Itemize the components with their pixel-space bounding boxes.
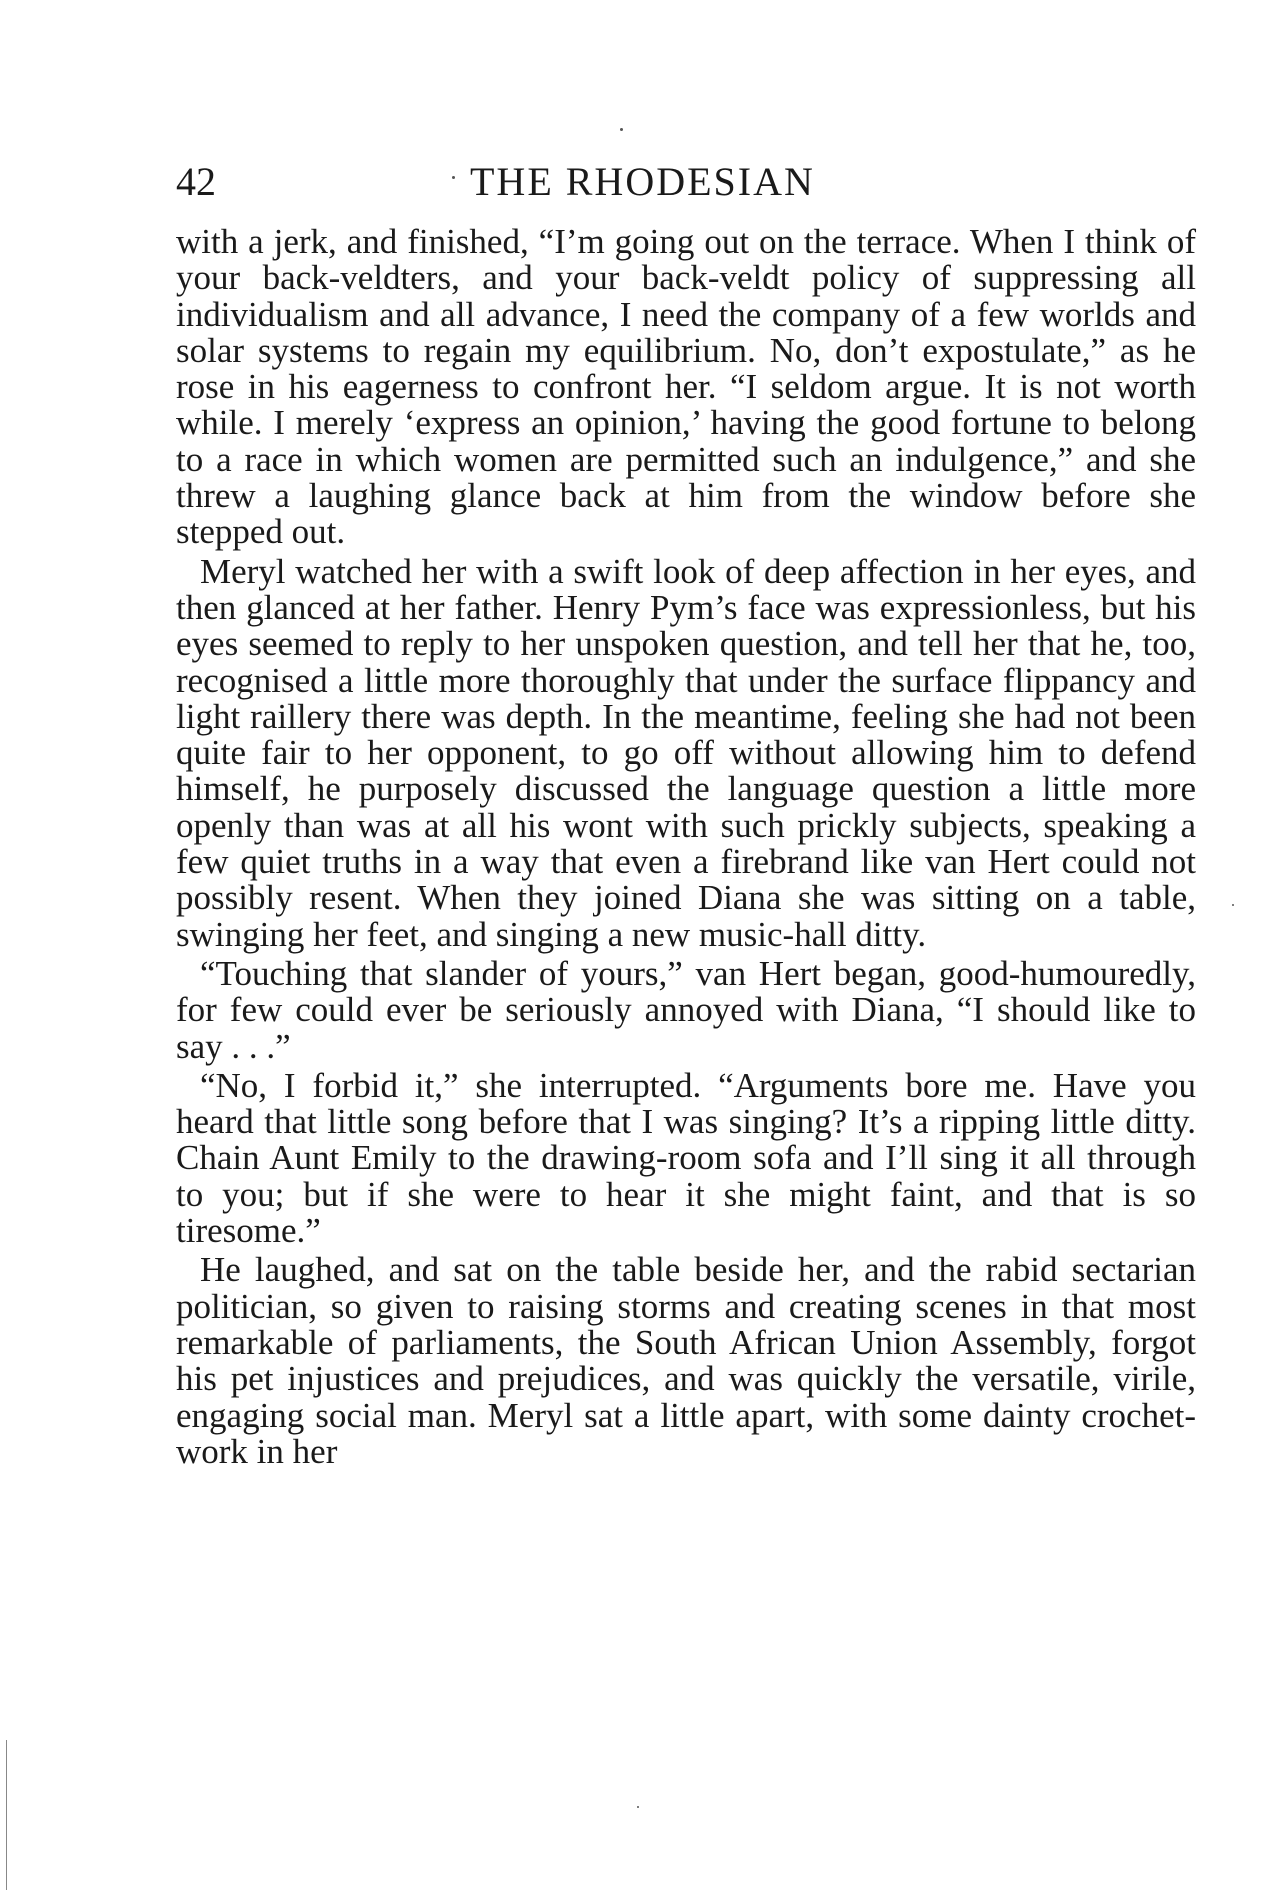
- page-number: 42: [176, 159, 216, 204]
- paragraph: He laughed, and sat on the table beside her, and the rabid sectarian politician, so given to raising storms and creating scenes in that most remarkable of parliaments, the South African Union Assembly, forgot his pet injustices and prejudices, and was quickly the versatile, virile, engaging social man. Meryl sat a little apart, with some dainty crochet-work in her: [176, 1250, 1196, 1471]
- paragraph: “Touching that slander of yours,” van Hert began, good-humouredly, for few could ever be seriously annoyed with Diana, “I should like to say . . .”: [176, 953, 1196, 1066]
- print-speck: [620, 128, 623, 131]
- page-edge-mark: [6, 1740, 7, 1890]
- paragraph: Meryl watched her with a swift look of deep affection in her eyes, and then glanced at her father. Henry Pym’s face was expressionless, but his eyes seemed to reply to her unspoken question, and tell her that he, too, recognised a little more thoroughly that under the surface flippancy and light raillery there was depth. In the meantime, feeling she had not been quite fair to her opponent, to go off without allowing him to defend himself, he purposely discussed the language question a little more openly than was at all his wont with such prickly subjects, speaking a few quiet truths in a way that even a firebrand like van Hert could not possibly resent. When they joined Diana she was sitting on a table, swinging her feet, and singing a new music-hall ditty.: [176, 551, 1196, 954]
- body-text: [176, 224, 1196, 1470]
- running-head: [176, 160, 1196, 204]
- paragraph: with a jerk, and finished, “I’m going out on the terrace. When I think of your back-veldters, and your back-veldt policy of suppressing all individualism and all advance, I need the company of a few worlds and solar systems to regain my equilibrium. No, don’t expostulate,” as he rose in his eagerness to confront her. “I seldom argue. It is not worth while. I merely ‘express an opinion,’ having the good fortune to belong to a race in which women are permitted such an indulgence,” and she threw a laughing glance back at him from the window before she stepped out.: [176, 222, 1196, 552]
- paragraph: “No, I forbid it,” she interrupted. “Arguments bore me. Have you heard that little song before that I was singing? It’s a ripping little ditty. Chain Aunt Emily to the drawing-room sofa and I’ll sing it all through to you; but if she were to hear it she might faint, and that is so tiresome.”: [176, 1065, 1196, 1251]
- running-title: THE RHODESIAN: [470, 159, 815, 204]
- print-speck: [1232, 904, 1234, 906]
- print-speck: [637, 1806, 639, 1808]
